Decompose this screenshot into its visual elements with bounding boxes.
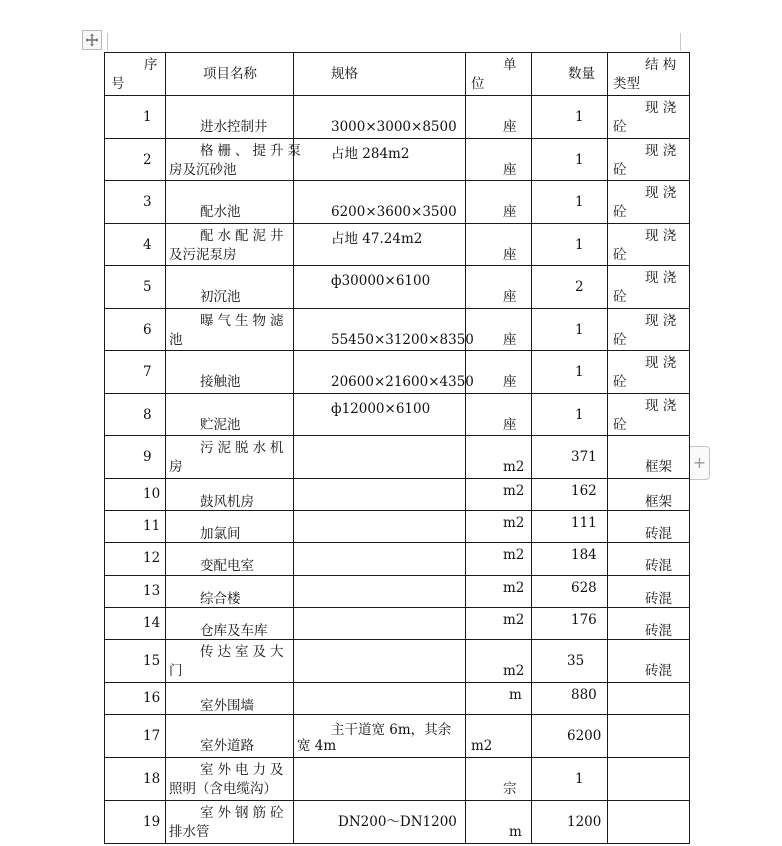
item-name: 贮泥池 — [200, 417, 241, 433]
cell-struct — [608, 266, 690, 309]
cell-name — [166, 758, 294, 801]
cell-name — [166, 96, 294, 139]
cell-spec — [294, 576, 466, 608]
table-row — [105, 479, 690, 511]
cell-unit — [466, 224, 532, 266]
cell-struct — [608, 801, 690, 844]
spec-value-cont: 6200×3600×3500 — [331, 204, 457, 220]
row-number: 6 — [143, 322, 152, 338]
table-row — [105, 96, 690, 139]
cell-unit — [466, 758, 532, 801]
cell-no — [105, 801, 166, 844]
structure-type: 现 浇 — [645, 185, 677, 201]
table-row — [105, 139, 690, 181]
item-name-cont: 池 — [169, 332, 183, 348]
cell-struct — [608, 139, 690, 181]
cell-qty — [532, 715, 608, 758]
cell-qty — [532, 436, 608, 479]
item-name: 变配电室 — [200, 558, 254, 574]
row-number: 15 — [143, 653, 161, 669]
quantity-value: 880 — [571, 687, 597, 703]
table-row — [105, 608, 690, 640]
header-cell-no: 序 号 — [105, 53, 166, 96]
cell-no — [105, 640, 166, 683]
add-row-plus-icon[interactable]: + — [690, 446, 710, 480]
quantity-value: 1200 — [567, 814, 602, 830]
structure-type: 砖混 — [645, 623, 672, 639]
quantity-value: 371 — [571, 449, 597, 465]
quantity-value: 176 — [571, 612, 597, 628]
cell-name — [166, 436, 294, 479]
cell-unit — [466, 351, 532, 394]
unit-value: 座 — [503, 162, 517, 178]
table-row — [105, 640, 690, 683]
table-row — [105, 394, 690, 436]
structure-type-cont: 砼 — [613, 162, 627, 178]
unit-value: m — [509, 824, 522, 840]
item-name: 鼓风机房 — [200, 494, 254, 510]
cell-qty — [532, 801, 608, 844]
cell-qty — [532, 576, 608, 608]
row-number: 10 — [143, 486, 161, 502]
cell-unit — [466, 640, 532, 683]
row-number: 9 — [143, 449, 152, 465]
cell-struct — [608, 436, 690, 479]
cell-name — [166, 511, 294, 543]
table-move-handle-icon[interactable] — [82, 30, 102, 50]
cell-no — [105, 543, 166, 576]
cell-unit — [466, 181, 532, 224]
cell-struct — [608, 351, 690, 394]
cell-no — [105, 436, 166, 479]
unit-value: 座 — [503, 204, 517, 220]
cell-spec — [294, 139, 466, 181]
page-corner-mark-right — [660, 33, 681, 51]
unit-value: 座 — [503, 332, 517, 348]
unit-value: 座 — [503, 247, 517, 263]
cell-qty — [532, 543, 608, 576]
cell-struct — [608, 96, 690, 139]
header-cell-unit: 单 位 — [466, 53, 532, 96]
item-name: 传达室及大 — [200, 644, 288, 660]
cell-spec — [294, 511, 466, 543]
cell-name — [166, 479, 294, 511]
item-name: 仓库及车库 — [200, 623, 268, 639]
cell-no — [105, 96, 166, 139]
structure-type-cont: 砼 — [613, 119, 627, 135]
cell-no — [105, 224, 166, 266]
item-name: 接触池 — [200, 374, 241, 390]
cell-struct — [608, 683, 690, 715]
row-number: 14 — [143, 615, 161, 631]
structure-type-cont: 砼 — [613, 374, 627, 390]
cell-unit — [466, 801, 532, 844]
spec-value: ф12000×6100 — [331, 401, 431, 417]
cell-struct — [608, 715, 690, 758]
cell-struct — [608, 181, 690, 224]
cell-struct — [608, 608, 690, 640]
structure-type: 现 浇 — [645, 100, 677, 116]
unit-value: 座 — [503, 417, 517, 433]
cell-no — [105, 511, 166, 543]
cell-name — [166, 394, 294, 436]
item-name: 配水池 — [200, 204, 241, 220]
spec-value: 主干道宽 6m，其余 — [331, 722, 452, 738]
item-name-cont: 房 — [169, 459, 183, 475]
unit-value: 宗 — [503, 781, 517, 797]
row-number: 4 — [143, 237, 152, 253]
cell-struct — [608, 543, 690, 576]
row-number: 12 — [143, 550, 161, 566]
row-number: 1 — [143, 109, 152, 125]
cell-name — [166, 266, 294, 309]
item-name: 曝气生物滤 — [200, 313, 288, 329]
item-name: 配水配泥井 — [200, 228, 288, 244]
cell-qty — [532, 394, 608, 436]
row-number: 7 — [143, 364, 152, 380]
structure-type: 现 浇 — [645, 398, 677, 414]
structure-type: 现 浇 — [645, 355, 677, 371]
cell-spec — [294, 683, 466, 715]
structure-type-cont: 砼 — [613, 204, 627, 220]
cell-no — [105, 351, 166, 394]
table-row — [105, 683, 690, 715]
cell-no — [105, 479, 166, 511]
table-row — [105, 266, 690, 309]
cell-unit — [466, 608, 532, 640]
table-row — [105, 543, 690, 576]
structure-type: 砖混 — [645, 526, 672, 542]
cell-name — [166, 309, 294, 351]
table-header-row — [105, 53, 690, 96]
structure-type: 框架 — [645, 459, 672, 475]
cell-name — [166, 576, 294, 608]
cell-qty — [532, 351, 608, 394]
cell-no — [105, 758, 166, 801]
structure-type-cont: 砼 — [613, 417, 627, 433]
cell-spec — [294, 96, 466, 139]
cell-qty — [532, 479, 608, 511]
item-name-cont: 排水管 — [169, 824, 210, 840]
quantity-value: 1 — [575, 237, 584, 253]
item-name-cont: 及污泥泵房 — [169, 247, 237, 263]
cell-no — [105, 715, 166, 758]
cell-spec — [294, 436, 466, 479]
row-number: 13 — [143, 583, 161, 599]
unit-value: 座 — [503, 289, 517, 305]
spec-value: DN200～DN1200 — [338, 814, 457, 830]
table-row — [105, 309, 690, 351]
cell-spec — [294, 758, 466, 801]
row-number: 8 — [143, 407, 152, 423]
structure-type: 现 浇 — [645, 313, 677, 329]
structure-type: 砖混 — [645, 591, 672, 607]
cell-unit — [466, 309, 532, 351]
unit-value: m2 — [503, 483, 525, 499]
unit-value: m2 — [503, 612, 525, 628]
cell-unit — [466, 576, 532, 608]
structure-type: 砖混 — [645, 558, 672, 574]
unit-value: m2 — [503, 580, 525, 596]
row-number: 19 — [143, 814, 161, 830]
structure-type: 框架 — [645, 494, 672, 510]
quantity-value: 6200 — [567, 728, 602, 744]
project-table — [104, 52, 690, 844]
cell-name — [166, 139, 305, 181]
cell-name — [166, 181, 294, 224]
table-row — [105, 181, 690, 224]
item-name: 室外道路 — [200, 738, 254, 754]
cell-name — [166, 715, 294, 758]
cell-no — [105, 266, 166, 309]
cell-unit — [466, 139, 532, 181]
quantity-value: 2 — [575, 279, 584, 295]
cell-struct — [608, 758, 690, 801]
cell-name — [166, 640, 294, 683]
cell-unit — [466, 436, 532, 479]
cell-qty — [532, 139, 608, 181]
table-row — [105, 511, 690, 543]
quantity-value: 1 — [575, 109, 584, 125]
item-name: 进水控制井 — [200, 119, 268, 135]
spec-value: ф30000×6100 — [331, 273, 431, 289]
cell-no — [105, 394, 166, 436]
spec-value-cont: 20600×21600×4350 — [331, 374, 474, 390]
row-number: 2 — [143, 152, 152, 168]
cell-struct — [608, 394, 690, 436]
quantity-value: 1 — [575, 364, 584, 380]
cell-qty — [532, 309, 608, 351]
cell-struct — [608, 511, 690, 543]
quantity-value: 1 — [575, 152, 584, 168]
table-row — [105, 758, 690, 801]
unit-value: m2 — [503, 515, 525, 531]
cell-no — [105, 309, 166, 351]
quantity-value: 162 — [571, 483, 597, 499]
cell-spec — [294, 479, 466, 511]
quantity-value: 628 — [571, 580, 597, 596]
item-name: 室外围墙 — [200, 698, 254, 714]
quantity-value: 1 — [575, 322, 584, 338]
unit-value: m2 — [471, 738, 493, 754]
spec-value: 占地 47.24m2 — [331, 231, 423, 247]
table-row — [105, 436, 690, 479]
cell-no — [105, 181, 166, 224]
cell-spec — [294, 309, 474, 351]
spec-value-cont: 3000×3000×8500 — [331, 119, 457, 135]
unit-value: m2 — [503, 547, 525, 563]
row-number: 18 — [143, 771, 161, 787]
cell-spec — [294, 608, 466, 640]
cell-name — [166, 801, 294, 844]
unit-value: m — [509, 687, 522, 703]
table-row — [105, 715, 690, 758]
item-name-cont: 房及沉砂池 — [169, 162, 237, 178]
item-name: 格栅、提升泵 — [200, 143, 305, 159]
cell-no — [105, 683, 166, 715]
cell-name — [166, 543, 294, 576]
cell-struct — [608, 309, 690, 351]
cell-unit — [466, 266, 532, 309]
structure-type-cont: 砼 — [613, 289, 627, 305]
structure-type-cont: 砼 — [613, 247, 627, 263]
item-name: 综合楼 — [200, 591, 241, 607]
structure-type: 现 浇 — [645, 270, 677, 286]
cell-qty — [532, 511, 608, 543]
row-number: 5 — [143, 279, 152, 295]
cell-qty — [532, 224, 608, 266]
cell-unit — [466, 394, 532, 436]
cell-spec — [294, 224, 466, 266]
cell-spec — [294, 181, 466, 224]
cell-unit — [466, 715, 532, 758]
cell-qty — [532, 640, 608, 683]
cell-unit — [466, 511, 532, 543]
cell-spec — [294, 394, 466, 436]
cell-qty — [532, 96, 608, 139]
cell-name — [166, 224, 294, 266]
row-number: 11 — [143, 518, 161, 534]
spec-value-cont: 宽 4m — [297, 738, 337, 754]
header-cell-struct: 结 构 类型 — [608, 53, 690, 96]
cell-qty — [532, 758, 608, 801]
cell-qty — [532, 683, 608, 715]
table-row — [105, 351, 690, 394]
quantity-value: 1 — [575, 194, 584, 210]
item-name: 初沉池 — [200, 289, 241, 305]
header-cell-spec: 规格 — [294, 53, 466, 96]
row-number: 17 — [143, 728, 161, 744]
cell-name — [166, 351, 294, 394]
header-cell-qty: 数量 — [532, 53, 608, 96]
unit-value: m2 — [503, 663, 525, 679]
cell-qty — [532, 181, 608, 224]
spec-value: 占地 284m2 — [331, 146, 410, 162]
quantity-value: 1 — [575, 407, 584, 423]
unit-value: 座 — [503, 119, 517, 135]
table-row — [105, 224, 690, 266]
quantity-value: 111 — [571, 515, 597, 531]
cell-unit — [466, 683, 532, 715]
quantity-value: 1 — [575, 771, 584, 787]
cell-spec — [294, 543, 466, 576]
cell-spec — [294, 266, 466, 309]
structure-type: 现 浇 — [645, 228, 677, 244]
cell-unit — [466, 96, 532, 139]
cell-struct — [608, 479, 690, 511]
cell-no — [105, 608, 166, 640]
cell-qty — [532, 608, 608, 640]
spec-value-cont: 55450×31200×8350 — [331, 332, 474, 348]
item-name: 加氯间 — [200, 526, 241, 542]
item-name: 污泥脱水机 — [200, 440, 288, 456]
cell-spec — [294, 351, 474, 394]
item-name: 室外电力及 — [200, 762, 288, 778]
item-name-cont: 门 — [169, 663, 183, 679]
cell-name — [166, 608, 294, 640]
cell-spec — [294, 640, 466, 683]
structure-type: 现 浇 — [645, 143, 677, 159]
cell-unit — [466, 479, 532, 511]
cell-qty — [532, 266, 608, 309]
cell-struct — [608, 224, 690, 266]
cell-spec — [294, 715, 466, 758]
row-number: 3 — [143, 194, 152, 210]
item-name-cont: 照明（含电缆沟） — [169, 781, 277, 797]
project-table-body — [105, 53, 690, 844]
structure-type-cont: 砼 — [613, 332, 627, 348]
item-name: 室外钢筋砼 — [200, 805, 288, 821]
cell-name — [166, 683, 294, 715]
row-number: 16 — [143, 690, 161, 706]
cell-no — [105, 576, 166, 608]
table-row — [105, 801, 690, 844]
cell-no — [105, 139, 166, 181]
quantity-value: 184 — [571, 547, 597, 563]
structure-type: 砖混 — [645, 663, 672, 679]
header-cell-name: 项目名称 — [166, 53, 294, 96]
cell-spec — [294, 801, 466, 844]
cell-struct — [608, 576, 690, 608]
cell-unit — [466, 543, 532, 576]
page-corner-mark-left — [107, 33, 108, 51]
cell-struct — [608, 640, 690, 683]
quantity-value: 35 — [567, 653, 585, 669]
unit-value: 座 — [503, 374, 517, 390]
table-row — [105, 576, 690, 608]
unit-value: m2 — [503, 459, 525, 475]
